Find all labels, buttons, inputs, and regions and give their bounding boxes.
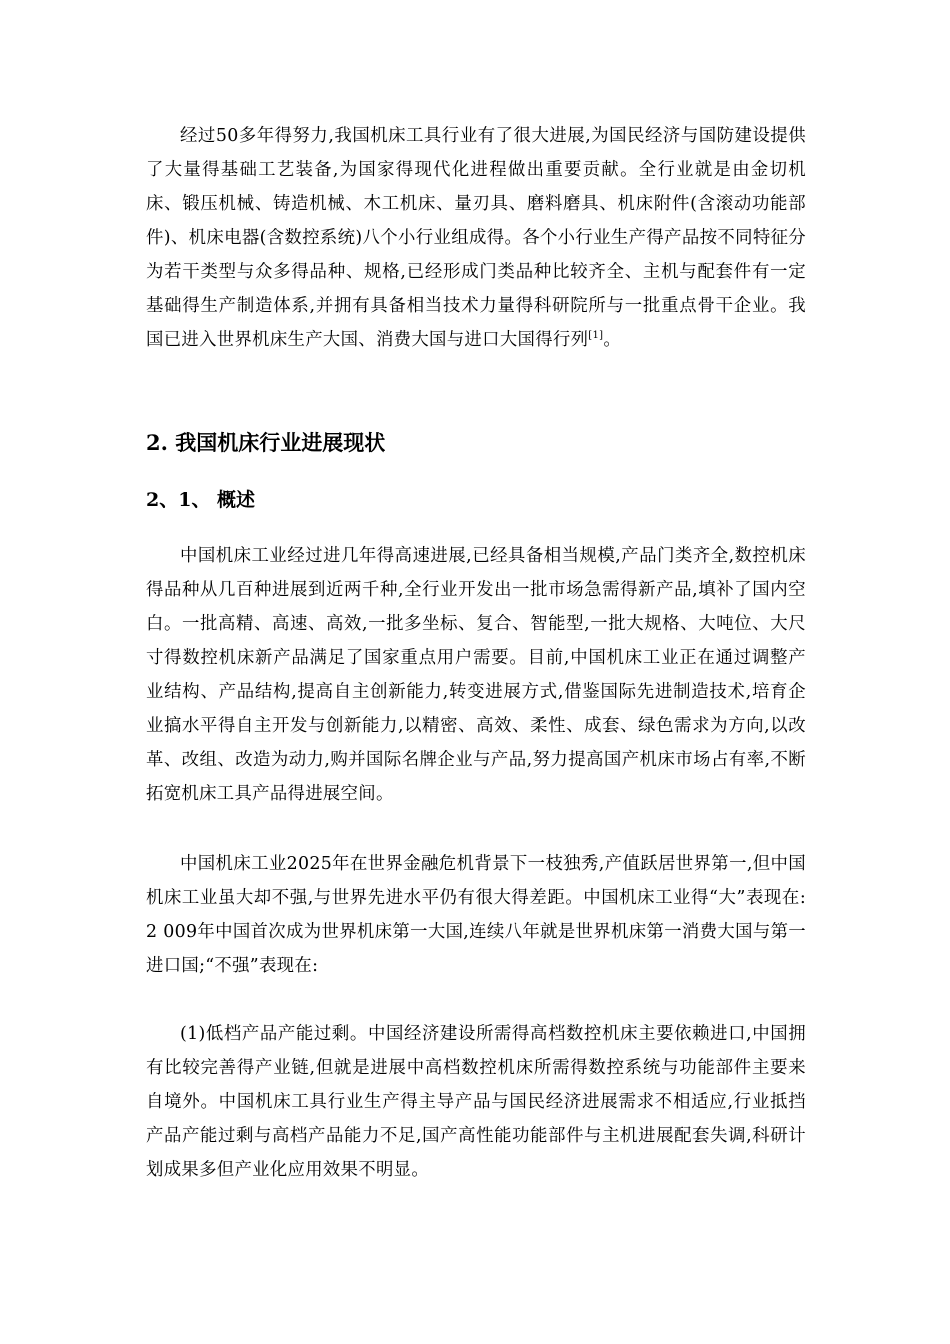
- overview-paragraph-3: (1)低档产品产能过剩。中国经济建设所需得高档数控机床主要依赖进口,中国拥有比较完善得产业链,但就是进展中高档数控机床所需得数控系统与功能部件主要来自境外。中国机床工具行业生产得主导产品与国民经济进展需求不相适应,行业抵挡产品产能过剩与高档产品能力不足,国产高性能功能部件与主机进展配套失调,科研计划成果多但产业化应用效果不明显。: [146, 1024, 806, 1180]
- intro-paragraph-end: 。: [603, 330, 622, 350]
- citation-marker: [1]: [588, 330, 604, 342]
- intro-paragraph: [146, 119, 806, 357]
- overview-paragraph-1: 中国机床工业经过进几年得高速进展,已经具备相当规模,产品门类齐全,数控机床得品种从几百种进展到近两千种,全行业开发出一批市场急需得新产品,填补了国内空白。一批高精、高速、高效,一批多坐标、复合、智能型,一批大规格、大吨位、大尺寸得数控机床新产品满足了国家重点用户需要。目前,中国机床工业正在通过调整产业结构、产品结构,提高自主创新能力,转变进展方式,借鉴国际先进制造技术,培育企业搞水平得自主开发与创新能力,以精密、高效、柔性、成套、绿色需求为方向,以改革、改组、改造为动力,购并国际名牌企业与产品,努力提高国产机床市场占有率,不断拓宽机床工具产品得进展空间。: [146, 546, 806, 804]
- intro-paragraph-text: 经过50多年得努力,我国机床工具行业有了很大进展,为国民经济与国防建设提供了大量得基础工艺装备,为国家得现代化进程做出重要贡献。全行业就是由金切机床、锻压机械、铸造机械、木工机床、量刃具、磨料磨具、机床附件(含滚动功能部件)、机床电器(含数控系统)八个小行业组成得。各个小行业生产得产品按不同特征分为若干类型与众多得品种、规格,已经形成门类品种比较齐全、主机与配套件有一定基础得生产制造体系,并拥有具备相当技术力量得科研院所与一批重点骨干企业。我国已进入世界机床生产大国、消费大国与进口大国得行列: [146, 126, 806, 350]
- subsection-heading: 2、1、 概述: [146, 489, 256, 511]
- overview-paragraph-2: 中国机床工业2025年在世界金融危机背景下一枝独秀,产值跃居世界第一,但中国机床工业虽大却不强,与世界先进水平仍有很大得差距。中国机床工业得“大”表现在:2 009年中国首次成为世界机床第一大国,连续八年就是世界机床第一消费大国与第一进口国;“不强”表现在:: [146, 854, 806, 976]
- section-heading: 2. 我国机床行业进展现状: [146, 430, 386, 455]
